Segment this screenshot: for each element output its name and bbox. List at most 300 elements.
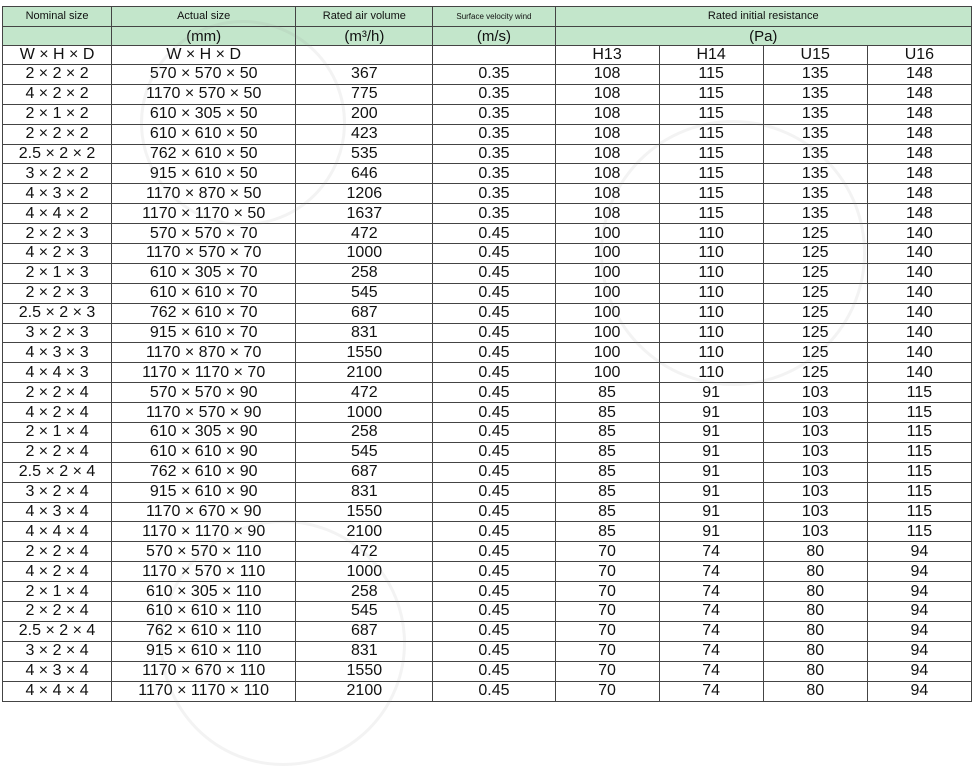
cell-air-volume: 1550: [296, 502, 433, 522]
table-row: [3, 184, 972, 204]
cell-nominal-size: 4 × 4 × 2: [3, 204, 112, 224]
cell-h14: 115: [659, 84, 763, 104]
cell-h13: 70: [555, 621, 659, 641]
cell-actual-size: 1170 × 1170 × 50: [112, 204, 296, 224]
cell-h13: 85: [555, 462, 659, 482]
cell-surface-velocity: 0.45: [433, 621, 555, 641]
cell-h13: 70: [555, 582, 659, 602]
cell-h13: 108: [555, 104, 659, 124]
table-row: [3, 303, 972, 323]
cell-h14: 74: [659, 542, 763, 562]
cell-u15: 135: [763, 184, 867, 204]
cell-u16: 94: [867, 681, 971, 701]
cell-u15: 80: [763, 582, 867, 602]
table-row: [3, 363, 972, 383]
cell-actual-size: 610 × 305 × 90: [112, 423, 296, 443]
cell-h14: 110: [659, 263, 763, 283]
cell-u16: 140: [867, 323, 971, 343]
cell-nominal-size: 4 × 2 × 3: [3, 244, 112, 264]
cell-u15: 103: [763, 462, 867, 482]
cell-h13: 108: [555, 144, 659, 164]
units-air-volume: (m³/h): [296, 27, 433, 46]
table-row: [3, 84, 972, 104]
cell-nominal-size: 2.5 × 2 × 2: [3, 144, 112, 164]
table-row: [3, 383, 972, 403]
table-row: [3, 164, 972, 184]
cell-surface-velocity: 0.45: [433, 602, 555, 622]
cell-actual-size: 570 × 570 × 110: [112, 542, 296, 562]
cell-surface-velocity: 0.45: [433, 681, 555, 701]
cell-u16: 140: [867, 303, 971, 323]
cell-air-volume: 200: [296, 104, 433, 124]
hepa-filter-spec-table: [2, 6, 972, 702]
cell-u16: 94: [867, 621, 971, 641]
cell-h14: 74: [659, 621, 763, 641]
cell-h14: 115: [659, 124, 763, 144]
cell-u16: 115: [867, 442, 971, 462]
cell-h14: 115: [659, 184, 763, 204]
cell-air-volume: 1206: [296, 184, 433, 204]
table-row: [3, 403, 972, 423]
cell-actual-size: 762 × 610 × 90: [112, 462, 296, 482]
cell-actual-size: 1170 × 570 × 70: [112, 244, 296, 264]
cell-u15: 125: [763, 263, 867, 283]
cell-air-volume: 472: [296, 542, 433, 562]
subheader-h14: H14: [659, 46, 763, 65]
cell-surface-velocity: 0.45: [433, 482, 555, 502]
cell-u16: 94: [867, 562, 971, 582]
cell-nominal-size: 2.5 × 2 × 4: [3, 462, 112, 482]
cell-surface-velocity: 0.45: [433, 562, 555, 582]
cell-h14: 74: [659, 582, 763, 602]
cell-u15: 80: [763, 621, 867, 641]
cell-nominal-size: 4 × 3 × 4: [3, 661, 112, 681]
cell-h14: 110: [659, 343, 763, 363]
cell-air-volume: 831: [296, 482, 433, 502]
cell-nominal-size: 2.5 × 2 × 4: [3, 621, 112, 641]
cell-u16: 115: [867, 462, 971, 482]
cell-u16: 94: [867, 602, 971, 622]
cell-u15: 125: [763, 283, 867, 303]
cell-h13: 70: [555, 681, 659, 701]
cell-surface-velocity: 0.45: [433, 323, 555, 343]
subheader-u16: U16: [867, 46, 971, 65]
subheader-velocity-blank: [433, 46, 555, 65]
table-row: [3, 482, 972, 502]
cell-surface-velocity: 0.45: [433, 383, 555, 403]
table-row: [3, 65, 972, 85]
cell-h14: 91: [659, 482, 763, 502]
cell-surface-velocity: 0.35: [433, 164, 555, 184]
units-nominal-blank: [3, 27, 112, 46]
cell-nominal-size: 2 × 2 × 4: [3, 383, 112, 403]
cell-h13: 100: [555, 283, 659, 303]
cell-h13: 85: [555, 383, 659, 403]
cell-nominal-size: 4 × 4 × 3: [3, 363, 112, 383]
cell-actual-size: 610 × 610 × 90: [112, 442, 296, 462]
cell-surface-velocity: 0.45: [433, 283, 555, 303]
cell-actual-size: 762 × 610 × 50: [112, 144, 296, 164]
cell-air-volume: 258: [296, 263, 433, 283]
cell-air-volume: 535: [296, 144, 433, 164]
cell-actual-size: 1170 × 1170 × 70: [112, 363, 296, 383]
cell-h14: 110: [659, 283, 763, 303]
cell-actual-size: 1170 × 570 × 90: [112, 403, 296, 423]
header-rated-air-volume: Rated air volume: [296, 7, 433, 27]
cell-h14: 91: [659, 442, 763, 462]
cell-u15: 80: [763, 602, 867, 622]
cell-actual-size: 915 × 610 × 90: [112, 482, 296, 502]
header-surface-velocity: Surface velocity wind: [433, 7, 555, 27]
cell-nominal-size: 2 × 1 × 3: [3, 263, 112, 283]
subheader-u15: U15: [763, 46, 867, 65]
cell-actual-size: 1170 × 870 × 70: [112, 343, 296, 363]
cell-nominal-size: 2 × 2 × 2: [3, 65, 112, 85]
cell-h13: 100: [555, 224, 659, 244]
cell-u16: 148: [867, 84, 971, 104]
cell-h13: 85: [555, 423, 659, 443]
cell-h13: 70: [555, 602, 659, 622]
cell-nominal-size: 4 × 3 × 2: [3, 184, 112, 204]
cell-u16: 94: [867, 542, 971, 562]
cell-nominal-size: 2 × 2 × 4: [3, 542, 112, 562]
cell-u16: 148: [867, 164, 971, 184]
cell-h13: 85: [555, 502, 659, 522]
cell-u15: 103: [763, 442, 867, 462]
cell-air-volume: 831: [296, 641, 433, 661]
cell-h13: 100: [555, 363, 659, 383]
cell-h14: 115: [659, 65, 763, 85]
cell-u15: 125: [763, 224, 867, 244]
cell-u15: 103: [763, 403, 867, 423]
cell-h13: 70: [555, 562, 659, 582]
cell-h13: 100: [555, 323, 659, 343]
cell-u16: 94: [867, 582, 971, 602]
cell-h13: 108: [555, 84, 659, 104]
units-velocity: (m/s): [433, 27, 555, 46]
cell-h13: 108: [555, 204, 659, 224]
cell-surface-velocity: 0.35: [433, 184, 555, 204]
cell-u16: 140: [867, 283, 971, 303]
cell-h14: 74: [659, 661, 763, 681]
cell-u16: 148: [867, 104, 971, 124]
cell-u16: 115: [867, 502, 971, 522]
cell-nominal-size: 3 × 2 × 4: [3, 482, 112, 502]
cell-h13: 85: [555, 403, 659, 423]
cell-actual-size: 570 × 570 × 50: [112, 65, 296, 85]
cell-surface-velocity: 0.35: [433, 65, 555, 85]
cell-surface-velocity: 0.35: [433, 204, 555, 224]
cell-actual-size: 610 × 610 × 70: [112, 283, 296, 303]
cell-h14: 110: [659, 224, 763, 244]
cell-actual-size: 915 × 610 × 110: [112, 641, 296, 661]
cell-h14: 115: [659, 144, 763, 164]
header-row: [3, 7, 972, 27]
cell-u16: 148: [867, 204, 971, 224]
cell-air-volume: 472: [296, 383, 433, 403]
header-actual-size: Actual size: [112, 7, 296, 27]
cell-nominal-size: 3 × 2 × 2: [3, 164, 112, 184]
cell-air-volume: 1000: [296, 244, 433, 264]
cell-air-volume: 831: [296, 323, 433, 343]
cell-h13: 108: [555, 184, 659, 204]
cell-nominal-size: 2 × 1 × 2: [3, 104, 112, 124]
cell-h13: 85: [555, 442, 659, 462]
table-row: [3, 244, 972, 264]
cell-u15: 135: [763, 164, 867, 184]
cell-u16: 148: [867, 184, 971, 204]
cell-u16: 140: [867, 224, 971, 244]
table-row: [3, 621, 972, 641]
cell-air-volume: 2100: [296, 363, 433, 383]
subheader-h13: H13: [555, 46, 659, 65]
cell-u16: 94: [867, 661, 971, 681]
cell-u16: 94: [867, 641, 971, 661]
cell-u16: 115: [867, 383, 971, 403]
cell-nominal-size: 2 × 2 × 3: [3, 283, 112, 303]
table-row: [3, 323, 972, 343]
table-row: [3, 522, 972, 542]
cell-h14: 91: [659, 462, 763, 482]
cell-u16: 115: [867, 403, 971, 423]
cell-nominal-size: 2 × 2 × 2: [3, 124, 112, 144]
cell-u15: 135: [763, 144, 867, 164]
cell-actual-size: 915 × 610 × 50: [112, 164, 296, 184]
cell-surface-velocity: 0.35: [433, 144, 555, 164]
cell-nominal-size: 2 × 2 × 4: [3, 602, 112, 622]
cell-nominal-size: 4 × 2 × 4: [3, 403, 112, 423]
cell-actual-size: 762 × 610 × 70: [112, 303, 296, 323]
cell-surface-velocity: 0.45: [433, 462, 555, 482]
cell-surface-velocity: 0.45: [433, 582, 555, 602]
cell-h13: 100: [555, 263, 659, 283]
cell-u16: 140: [867, 343, 971, 363]
table-row: [3, 423, 972, 443]
cell-u15: 125: [763, 323, 867, 343]
cell-nominal-size: 3 × 2 × 3: [3, 323, 112, 343]
table-row: [3, 442, 972, 462]
cell-surface-velocity: 0.45: [433, 403, 555, 423]
table-row: [3, 602, 972, 622]
units-resistance: (Pa): [555, 27, 972, 46]
cell-actual-size: 610 × 610 × 110: [112, 602, 296, 622]
cell-actual-size: 915 × 610 × 70: [112, 323, 296, 343]
cell-nominal-size: 2.5 × 2 × 3: [3, 303, 112, 323]
cell-h13: 70: [555, 641, 659, 661]
cell-surface-velocity: 0.45: [433, 343, 555, 363]
cell-u15: 103: [763, 522, 867, 542]
cell-air-volume: 2100: [296, 681, 433, 701]
units-row: [3, 27, 972, 46]
cell-u16: 148: [867, 65, 971, 85]
cell-surface-velocity: 0.45: [433, 224, 555, 244]
cell-h14: 91: [659, 423, 763, 443]
cell-surface-velocity: 0.45: [433, 661, 555, 681]
cell-surface-velocity: 0.45: [433, 263, 555, 283]
cell-h14: 74: [659, 641, 763, 661]
cell-u16: 140: [867, 244, 971, 264]
cell-air-volume: 258: [296, 423, 433, 443]
cell-air-volume: 687: [296, 462, 433, 482]
cell-surface-velocity: 0.35: [433, 124, 555, 144]
cell-u15: 80: [763, 542, 867, 562]
table-row: [3, 144, 972, 164]
cell-surface-velocity: 0.45: [433, 542, 555, 562]
cell-u15: 80: [763, 562, 867, 582]
table-row: [3, 263, 972, 283]
cell-air-volume: 646: [296, 164, 433, 184]
cell-u16: 148: [867, 144, 971, 164]
cell-surface-velocity: 0.45: [433, 423, 555, 443]
cell-u16: 140: [867, 363, 971, 383]
cell-surface-velocity: 0.45: [433, 244, 555, 264]
table-row: [3, 502, 972, 522]
cell-nominal-size: 4 × 4 × 4: [3, 522, 112, 542]
cell-h13: 85: [555, 522, 659, 542]
cell-h14: 91: [659, 522, 763, 542]
cell-h13: 85: [555, 482, 659, 502]
table-row: [3, 124, 972, 144]
cell-u15: 135: [763, 104, 867, 124]
header-rated-initial-resistance: Rated initial resistance: [555, 7, 972, 27]
table-row: [3, 542, 972, 562]
cell-u16: 115: [867, 522, 971, 542]
cell-h13: 108: [555, 65, 659, 85]
cell-h14: 74: [659, 602, 763, 622]
cell-h13: 100: [555, 343, 659, 363]
cell-h14: 91: [659, 403, 763, 423]
cell-u15: 103: [763, 423, 867, 443]
cell-u15: 135: [763, 84, 867, 104]
cell-air-volume: 258: [296, 582, 433, 602]
cell-h14: 115: [659, 204, 763, 224]
table-row: [3, 681, 972, 701]
cell-air-volume: 1000: [296, 403, 433, 423]
cell-u16: 148: [867, 124, 971, 144]
cell-air-volume: 545: [296, 442, 433, 462]
cell-h14: 91: [659, 383, 763, 403]
cell-air-volume: 472: [296, 224, 433, 244]
cell-u15: 80: [763, 641, 867, 661]
cell-air-volume: 687: [296, 621, 433, 641]
cell-actual-size: 1170 × 570 × 110: [112, 562, 296, 582]
header-nominal-size: Nominal size: [3, 7, 112, 27]
cell-nominal-size: 4 × 4 × 4: [3, 681, 112, 701]
subheader-row: [3, 46, 972, 65]
table-row: [3, 283, 972, 303]
cell-nominal-size: 3 × 2 × 4: [3, 641, 112, 661]
cell-air-volume: 687: [296, 303, 433, 323]
cell-actual-size: 610 × 610 × 50: [112, 124, 296, 144]
cell-h13: 70: [555, 661, 659, 681]
cell-surface-velocity: 0.45: [433, 363, 555, 383]
cell-actual-size: 1170 × 670 × 90: [112, 502, 296, 522]
cell-h14: 110: [659, 244, 763, 264]
table-row: [3, 224, 972, 244]
cell-air-volume: 545: [296, 283, 433, 303]
cell-h14: 115: [659, 104, 763, 124]
units-actual: (mm): [112, 27, 296, 46]
cell-nominal-size: 2 × 2 × 4: [3, 442, 112, 462]
cell-surface-velocity: 0.45: [433, 641, 555, 661]
cell-u15: 125: [763, 343, 867, 363]
cell-u15: 135: [763, 204, 867, 224]
cell-air-volume: 423: [296, 124, 433, 144]
cell-u16: 140: [867, 263, 971, 283]
cell-actual-size: 1170 × 1170 × 90: [112, 522, 296, 542]
spec-table-container: [2, 6, 972, 702]
cell-air-volume: 1550: [296, 343, 433, 363]
cell-actual-size: 762 × 610 × 110: [112, 621, 296, 641]
cell-nominal-size: 4 × 2 × 4: [3, 562, 112, 582]
cell-surface-velocity: 0.35: [433, 84, 555, 104]
cell-surface-velocity: 0.35: [433, 104, 555, 124]
cell-h14: 110: [659, 323, 763, 343]
cell-air-volume: 775: [296, 84, 433, 104]
cell-u15: 80: [763, 661, 867, 681]
cell-surface-velocity: 0.45: [433, 442, 555, 462]
cell-nominal-size: 2 × 1 × 4: [3, 582, 112, 602]
subheader-air-blank: [296, 46, 433, 65]
subheader-nominal-dims: W × H × D: [3, 46, 112, 65]
cell-u15: 103: [763, 502, 867, 522]
cell-nominal-size: 2 × 2 × 3: [3, 224, 112, 244]
cell-air-volume: 2100: [296, 522, 433, 542]
cell-h14: 74: [659, 681, 763, 701]
cell-h13: 108: [555, 124, 659, 144]
cell-actual-size: 1170 × 1170 × 110: [112, 681, 296, 701]
cell-u15: 135: [763, 65, 867, 85]
cell-u15: 103: [763, 482, 867, 502]
table-row: [3, 661, 972, 681]
cell-air-volume: 1000: [296, 562, 433, 582]
cell-u15: 125: [763, 363, 867, 383]
table-row: [3, 343, 972, 363]
cell-surface-velocity: 0.45: [433, 303, 555, 323]
cell-air-volume: 545: [296, 602, 433, 622]
cell-u15: 103: [763, 383, 867, 403]
cell-h14: 115: [659, 164, 763, 184]
cell-nominal-size: 2 × 1 × 4: [3, 423, 112, 443]
cell-u15: 80: [763, 681, 867, 701]
subheader-actual-dims: W × H × D: [112, 46, 296, 65]
cell-h13: 70: [555, 542, 659, 562]
table-row: [3, 462, 972, 482]
cell-h14: 74: [659, 562, 763, 582]
cell-nominal-size: 4 × 3 × 3: [3, 343, 112, 363]
cell-u15: 125: [763, 244, 867, 264]
cell-surface-velocity: 0.45: [433, 502, 555, 522]
table-row: [3, 582, 972, 602]
cell-actual-size: 1170 × 570 × 50: [112, 84, 296, 104]
cell-air-volume: 1637: [296, 204, 433, 224]
table-row: [3, 562, 972, 582]
cell-h14: 110: [659, 363, 763, 383]
cell-u16: 115: [867, 482, 971, 502]
cell-surface-velocity: 0.45: [433, 522, 555, 542]
cell-nominal-size: 4 × 3 × 4: [3, 502, 112, 522]
cell-u15: 135: [763, 124, 867, 144]
cell-actual-size: 1170 × 670 × 110: [112, 661, 296, 681]
cell-h14: 91: [659, 502, 763, 522]
table-row: [3, 104, 972, 124]
cell-nominal-size: 4 × 2 × 2: [3, 84, 112, 104]
cell-u16: 115: [867, 423, 971, 443]
cell-actual-size: 610 × 305 × 70: [112, 263, 296, 283]
cell-actual-size: 1170 × 870 × 50: [112, 184, 296, 204]
table-row: [3, 641, 972, 661]
cell-h13: 108: [555, 164, 659, 184]
